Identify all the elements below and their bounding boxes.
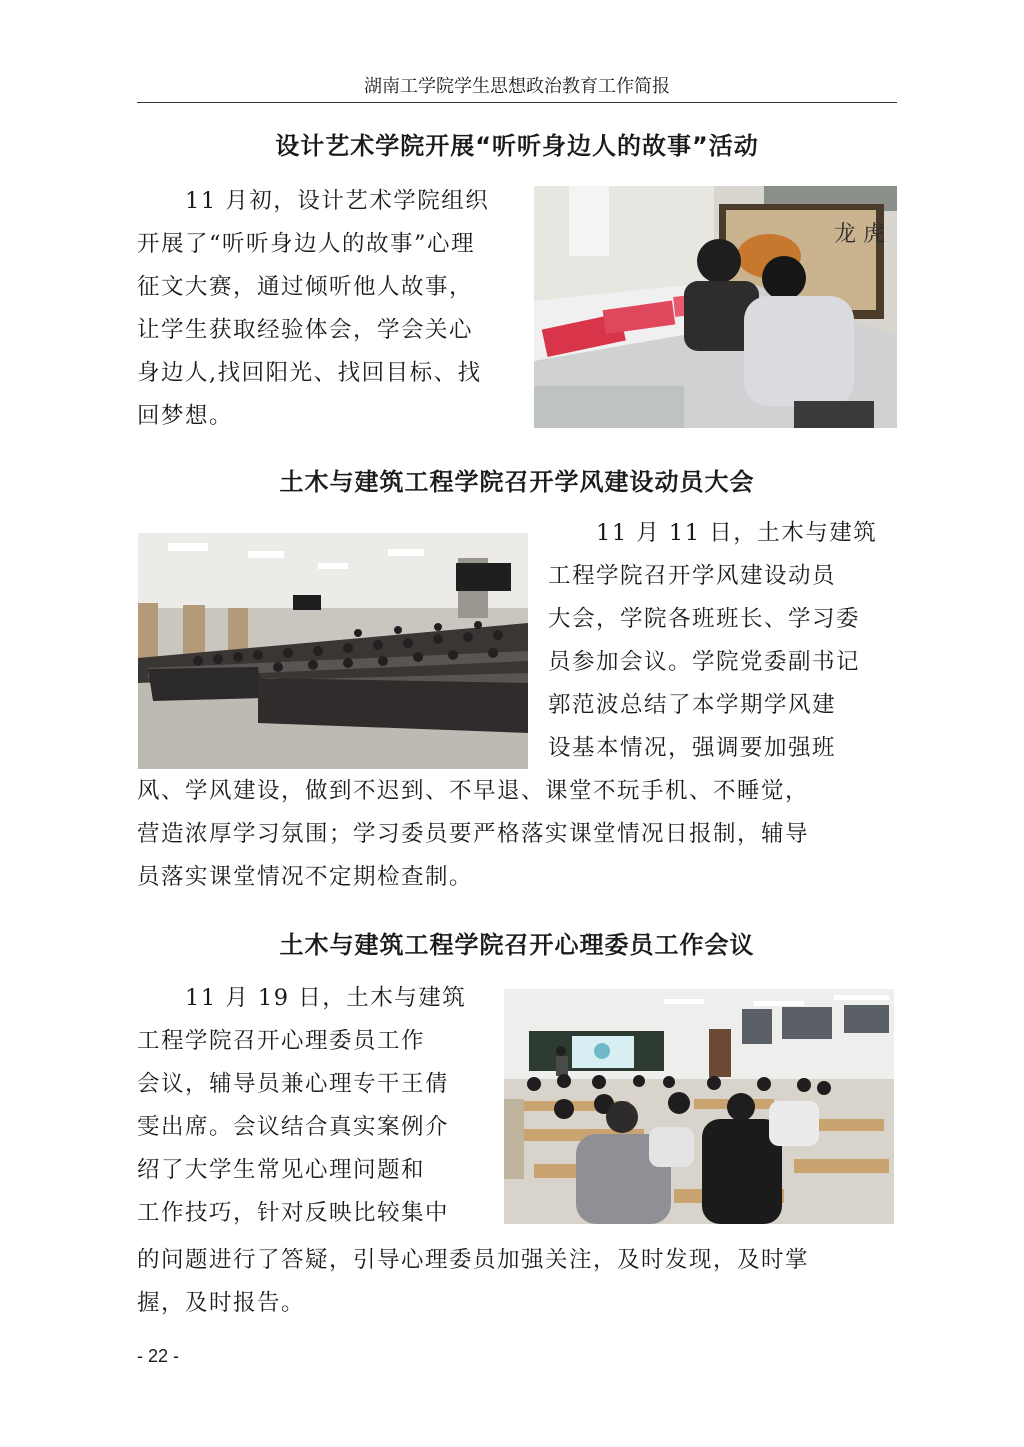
banner-calligraphy: 龙 虎 xyxy=(834,222,885,247)
article-3-line: 11 月 19 日，土木与建筑 xyxy=(137,985,467,1011)
article-3-photo xyxy=(504,989,894,1224)
article-2-line: 11 月 11 日，土木与建筑 xyxy=(548,520,878,546)
article-1-line: 回梦想。 xyxy=(137,403,234,429)
page-header: 湖南工学院学生思想政治教育工作简报 xyxy=(364,76,670,97)
article-2-line: 员落实课堂情况不定期检查制。 xyxy=(137,864,474,890)
article-2-line: 员参加会议。学院党委副书记 xyxy=(548,649,861,675)
article-2-line: 营造浓厚学习氛围；学习委员要严格落实课堂情况日报制，辅导 xyxy=(137,821,810,847)
article-3-line: 绍了大学生常见心理问题和 xyxy=(137,1157,426,1183)
header-divider xyxy=(137,102,897,103)
article-2-line: 郭范波总结了本学期学风建 xyxy=(548,692,837,718)
article-3-line: 工作技巧，针对反映比较集中 xyxy=(137,1200,450,1226)
article-1-line: 让学生获取经验体会，学会关心 xyxy=(137,317,474,343)
article-2-photo xyxy=(138,533,528,769)
article-3-side-text xyxy=(137,977,497,1235)
article-1-line: 身边人,找回阳光、找回目标、找 xyxy=(137,360,482,386)
article-3-line: 工程学院召开心理委员工作 xyxy=(137,1028,426,1054)
article-2-title: 土木与建筑工程学院召开学风建设动员大会 xyxy=(279,468,755,496)
page-number: - 22 - xyxy=(137,1346,180,1366)
article-3-line: 握，及时报告。 xyxy=(137,1290,306,1316)
article-3-line: 会议，辅导员兼心理专干王倩 xyxy=(137,1071,450,1097)
article-1-line: 开展了“听听身边人的故事”心理 xyxy=(137,231,476,257)
article-3-title: 土木与建筑工程学院召开心理委员工作会议 xyxy=(279,931,755,959)
article-3-line: 雯出席。会议结合真实案例介 xyxy=(137,1114,450,1140)
article-1-photo xyxy=(534,186,897,428)
article-2-line: 风、学风建设，做到不迟到、不早退、课堂不玩手机、不睡觉， xyxy=(137,778,810,804)
article-3-line: 的问题进行了答疑，引导心理委员加强关注，及时发现，及时掌 xyxy=(137,1247,810,1273)
article-1-body xyxy=(137,180,532,438)
article-1-line: 11 月初，设计艺术学院组织 xyxy=(137,188,490,214)
article-1-title: 设计艺术学院开展“听听身边人的故事”活动 xyxy=(275,132,759,160)
article-2-line: 工程学院召开学风建设动员 xyxy=(548,563,837,589)
article-2-line: 设基本情况，强调要加强班 xyxy=(548,735,837,761)
article-1-line: 征文大赛，通过倾听他人故事， xyxy=(137,274,474,300)
article-2-line: 大会，学院各班班长、学习委 xyxy=(548,606,861,632)
article-2-full-text xyxy=(137,770,899,899)
article-3-full-text xyxy=(137,1239,899,1325)
article-2-side-text xyxy=(548,512,898,770)
